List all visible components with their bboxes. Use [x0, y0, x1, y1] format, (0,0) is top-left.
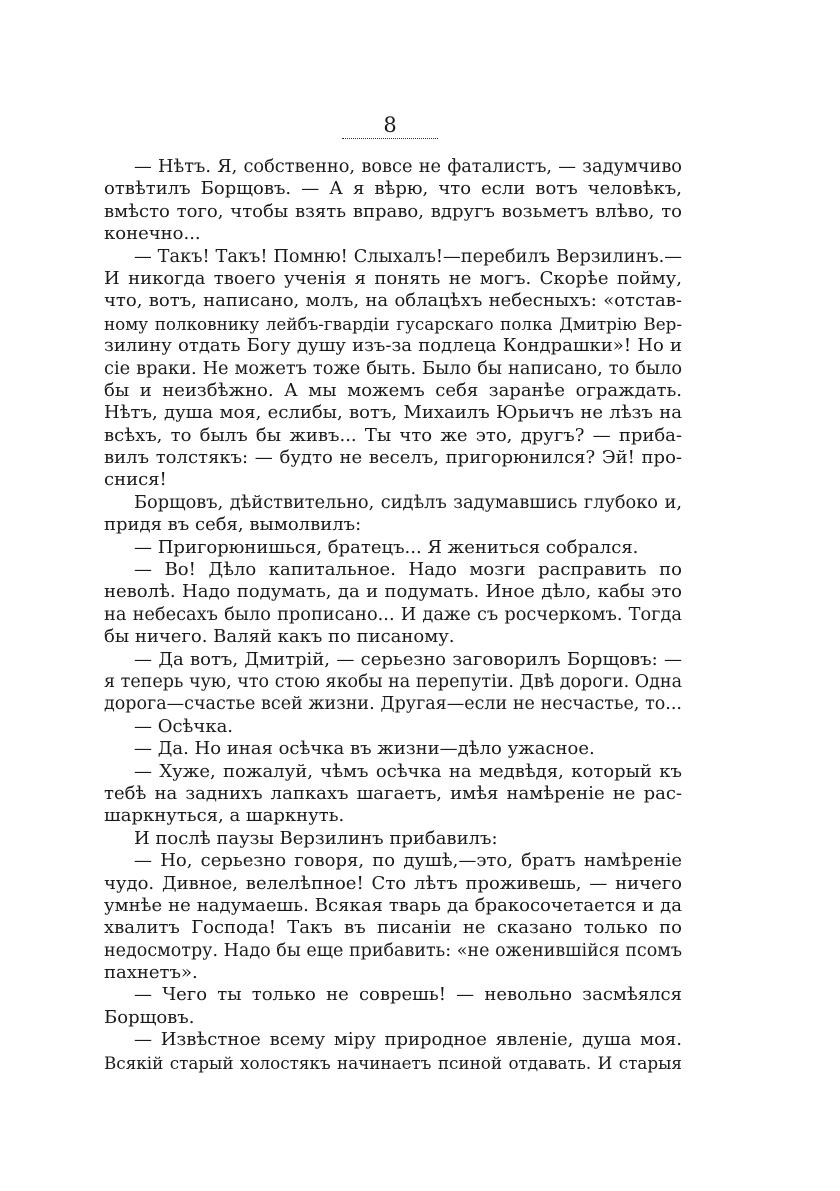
- text-line: Борщовъ, дѣйствительно, сидѣлъ задумавшись глубоко и,: [134, 492, 682, 513]
- text-line: И никогда твоего ученія я понять не могъ. Скорѣе пойму,: [104, 267, 682, 289]
- text-line: чудо. Дивное, велелѣпное! Сто лѣтъ проживешь, — ничего: [104, 872, 682, 894]
- text-line: бы и неизбѣжно. А мы можемъ себя заранѣе ограждать.: [104, 379, 682, 401]
- text-line: зилину отдать Богу душу изъ-за подлеца Кондрашки»! Но и: [104, 335, 682, 357]
- text-line: всѣхъ, то былъ бы живъ... Ты что же это, другъ? — приба-: [104, 424, 682, 446]
- text-line: придя въ себя, вымолвилъ:: [104, 514, 362, 536]
- text-line: И послѣ паузы Верзилинъ прибавилъ:: [134, 827, 498, 849]
- text-line: тебѣ на заднихъ лапкахъ шагаетъ, имѣя намѣреніе не рас-: [104, 782, 682, 804]
- text-line: хвалитъ Господа! Такъ въ писаніи не сказано только по: [104, 917, 682, 939]
- text-line: что, вотъ, написано, молъ, на облацѣхъ небесныхъ: «отстав-: [104, 290, 682, 312]
- page-number: 8: [383, 113, 397, 137]
- text-line: — Но, серьезно говоря, по душѣ,—это, братъ намѣреніе: [134, 850, 682, 872]
- text-line: неволѣ. Надо подумать, да и подумать. Иное дѣло, кабы это: [104, 581, 682, 603]
- text-line: Всякій старый холостякъ начинаетъ псиной отдавать. И старыя: [104, 1052, 682, 1073]
- text-line: — Нѣтъ. Я, собственно, вовсе не фаталистъ, — задумчиво: [134, 157, 682, 177]
- text-line: снися!: [104, 469, 167, 491]
- text-line: бы ничего. Валяй какъ по писаному.: [104, 626, 455, 648]
- text-line: — Чего ты только не соврешь! — невольно засмѣялся: [134, 984, 682, 1006]
- text-line: отвѣтилъ Борщовъ. — А я вѣрю, что если вотъ человѣкъ,: [104, 178, 682, 200]
- text-line: — Хуже, пожалуй, чѣмъ осѣчка на медвѣдя, который къ: [134, 760, 682, 782]
- text-line: умнѣе не надумаешь. Всякая тварь да бракосочетается и да: [104, 894, 682, 916]
- text-line: Борщовъ.: [104, 1006, 195, 1028]
- header-rule: [342, 138, 438, 139]
- text-line: я теперь чую, что стою якобы на перепутіи. Двѣ дороги. Одна: [104, 671, 682, 692]
- text-line: ному полковнику лейбъ-гвардіи гусарскаго полка Дмитрію Вер-: [104, 313, 682, 334]
- text-line: — Извѣстное всему міру природное явленіе, душа моя.: [134, 1029, 682, 1051]
- text-line: — Осѣчка.: [134, 715, 234, 737]
- text-line: — Во! Дѣло капитальное. Надо мозги расправить по: [134, 559, 682, 581]
- text-line: Нѣтъ, душа моя, еслибы, вотъ, Михаилъ Юрьичъ не лѣзъ на: [104, 402, 682, 424]
- body-text: [104, 156, 682, 1074]
- text-line: шаркнуться, а шаркнуть.: [104, 805, 345, 827]
- text-line: — Такъ! Такъ! Помню! Слыхалъ!—перебилъ Верзилинъ.—: [134, 246, 682, 267]
- text-line: недосмотру. Надо бы еще прибавить: «не оженившійся псомъ: [104, 940, 682, 961]
- text-line: — Да. Но иная осѣчка въ жизни—дѣло ужасное.: [134, 738, 595, 760]
- text-line: дорога—счастье всей жизни. Другая—если не несчастье, то...: [104, 694, 682, 715]
- text-line: пахнетъ».: [104, 962, 198, 984]
- text-line: конечно...: [104, 223, 201, 245]
- text-line: вилъ толстякъ: — будто не веселъ, пригорюнился? Эй! про-: [104, 447, 682, 469]
- text-line: сіе враки. Не можетъ тоже быть. Было бы написано, то было: [104, 358, 682, 379]
- text-line: — Да вотъ, Дмитрій, — серьезно заговорилъ Борщовъ: —: [134, 648, 682, 670]
- text-line: — Пригорюнишься, братецъ... Я жениться собрался.: [134, 536, 639, 558]
- text-line: вмѣсто того, чтобы взять вправо, вдругъ возьметъ влѣво, то: [104, 200, 682, 222]
- text-line: на небесахъ было прописано... И даже съ росчеркомъ. Тогда: [104, 604, 682, 625]
